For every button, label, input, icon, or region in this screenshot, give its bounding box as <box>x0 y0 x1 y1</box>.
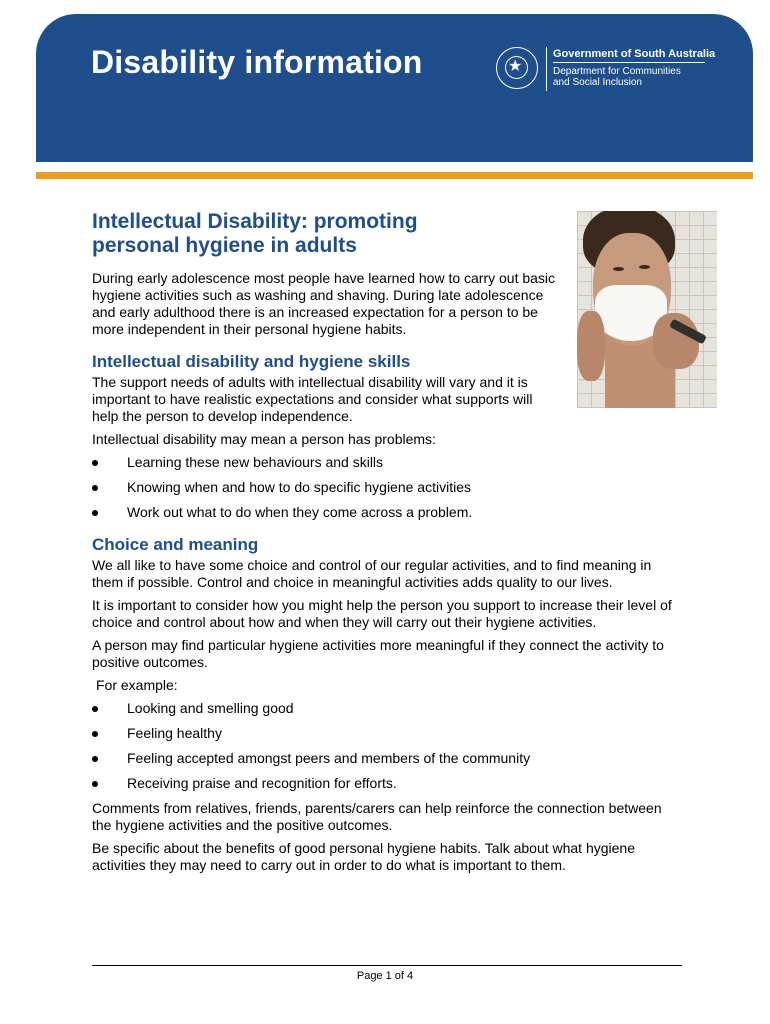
paragraph: Intellectual disability may mean a person has problems: <box>92 431 436 447</box>
paragraph: Comments from relatives, friends, parents/carers can help reinforce the connection between the hygiene activities and the positive outcomes. <box>92 800 662 833</box>
paragraph: The support needs of adults with intellectual disability will vary and it is important to have realistic expectations and consider what supports will help the person to develop independence. <box>92 374 533 424</box>
list-item-text: Receiving praise and recognition for efforts. <box>127 775 397 791</box>
bullet-list-problems <box>92 454 682 521</box>
list-item-text: Learning these new behaviours and skills <box>127 454 384 470</box>
paragraph: A person may find particular hygiene activities more meaningful if they connect the activity to positive outcomes. <box>92 637 664 670</box>
list-item <box>92 479 682 496</box>
list-item-text: Work out what to do when they come across a problem. <box>127 504 473 520</box>
paragraph: For example: <box>96 677 178 693</box>
list-item-text: Feeling accepted amongst peers and members of the community <box>127 750 531 766</box>
bullet-icon <box>92 485 98 491</box>
list-item-text: Feeling healthy <box>127 725 222 741</box>
header-banner <box>36 14 753 162</box>
logo-underline <box>553 62 705 63</box>
bullet-list-examples <box>92 700 682 792</box>
footer-rule <box>92 965 682 966</box>
list-item <box>92 750 682 767</box>
bullet-icon <box>92 510 98 516</box>
document-body <box>92 210 682 880</box>
paragraph: Be specific about the benefits of good personal hygiene habits. Talk about what hygiene activities they may need to carry out in order to do what is important to them. <box>92 840 636 873</box>
bullet-icon <box>92 781 98 787</box>
intro-paragraph: During early adolescence most people have learned how to carry out basic hygiene activities such as washing and shaving. During late adolescence and early adulthood there is an increased expectation for a person to be more independent in their personal hygiene habits. <box>92 270 556 337</box>
logo-divider <box>546 47 547 91</box>
department-line-1: Department for Communities <box>553 66 681 77</box>
document-title <box>92 210 562 258</box>
document-title-line-1: Intellectual Disability: promoting <box>92 210 418 233</box>
government-name: Government of South Australia <box>553 48 716 60</box>
section-heading-hygiene-skills: Intellectual disability and hygiene skills <box>92 352 411 371</box>
list-item-text: Knowing when and how to do specific hygiene activities <box>127 479 471 495</box>
page-number: Page 1 of 4 <box>356 970 414 982</box>
list-item <box>92 504 682 521</box>
bullet-icon <box>92 460 98 466</box>
list-item <box>92 725 682 742</box>
paragraph: It is important to consider how you might help the person you support to increase their level of choice and control about how and when they will carry out their hygiene activities. <box>92 597 672 630</box>
bullet-icon <box>92 706 98 712</box>
bullet-icon <box>92 731 98 737</box>
document-title-line-2: personal hygiene in adults <box>92 234 357 257</box>
south-australia-crest-icon: ★ <box>496 47 538 89</box>
government-logo <box>496 47 746 91</box>
list-item <box>92 700 682 717</box>
department-line-2: and Social Inclusion <box>553 77 642 88</box>
list-item-text: Looking and smelling good <box>127 700 294 716</box>
header-rule <box>36 172 753 179</box>
paragraph: We all like to have some choice and control of our regular activities, and to find meaning in them if possible. Control and choice in meaningful activities adds quality to our lives. <box>92 557 652 590</box>
header-title: Disability information <box>91 44 423 80</box>
section-heading-choice-meaning: Choice and meaning <box>92 535 259 554</box>
department-name <box>553 66 681 88</box>
list-item <box>92 775 682 792</box>
list-item <box>92 454 682 471</box>
bullet-icon <box>92 756 98 762</box>
